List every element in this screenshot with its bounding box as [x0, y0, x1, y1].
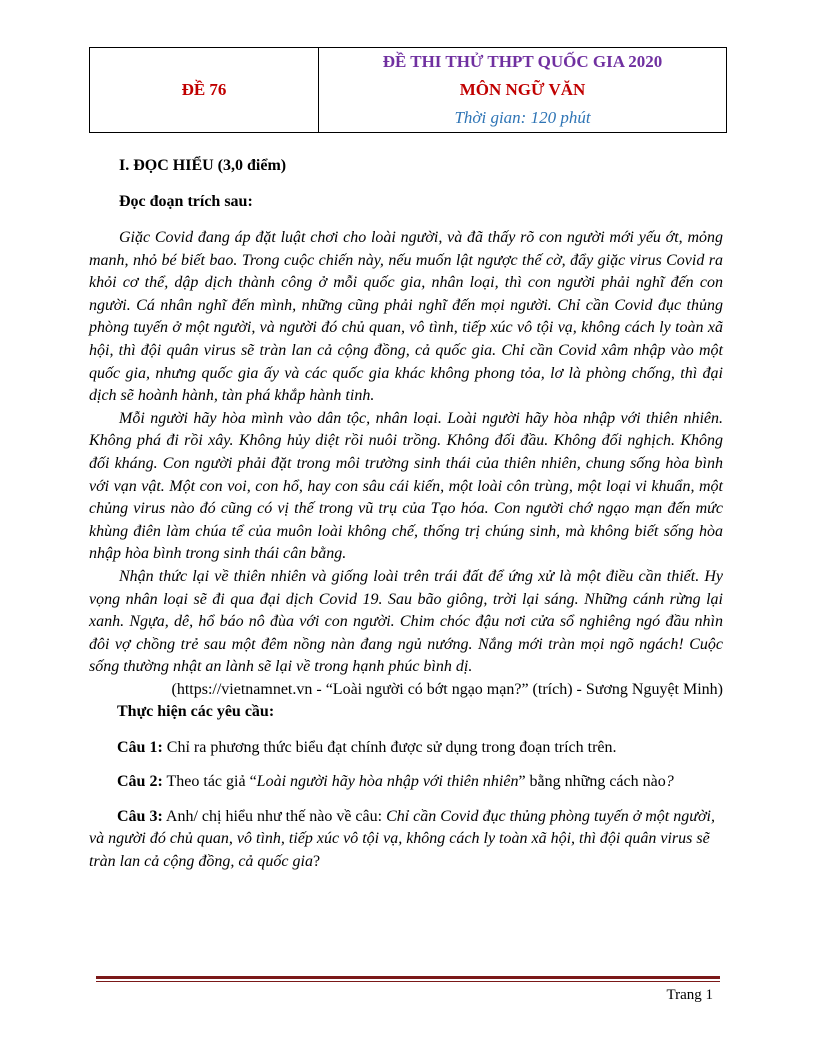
page-number: Trang 1: [666, 987, 713, 1003]
exam-code-cell: [90, 48, 319, 133]
question-2-text-end: ” bằng những cách nào: [518, 773, 666, 791]
document-body: [89, 155, 723, 885]
footer-divider-thin: [96, 981, 720, 982]
exam-info-cell: [319, 48, 727, 133]
exam-code: ĐỀ 76: [181, 80, 227, 99]
question-3-quote: Chỉ cần Covid đục thủng phòng tuyến ở một người, và người đó chủ quan, vô tình, tiếp xúc vô tội vạ, không cách ly toàn xã hội, thì đội quân virus sẽ tràn lan cả cộng đồng, cả quốc gia: [89, 807, 715, 870]
question-3-label: Câu 3:: [117, 807, 163, 825]
question-2-text: Theo tác giả “: [162, 773, 257, 791]
question-3-mark: ?: [312, 852, 321, 870]
question-3-text: Anh/ chị hiểu như thế nào về câu:: [162, 807, 387, 825]
footer-divider-thick: [96, 976, 720, 979]
passage-source: (https://vietnamnet.vn - “Loài người có bớt ngạo mạn?” (trích) - Sương Nguyệt Minh): [171, 680, 723, 698]
exam-duration: Thời gian: 120 phút: [454, 108, 591, 127]
section-heading: I. ĐỌC HIỂU (3,0 điểm): [119, 157, 287, 174]
passage-paragraph: Mỗi người hãy hòa mình vào dân tộc, nhân loại. Loài người hãy hòa nhập với thiên nhiên. Không phá đi rồi xây. Không hủy diệt rồi nuôi trồng. Không đối đầu. Không đối nghịch. Không đối kháng. Con người phải đặt trong môi trường sinh thái của thiên nhiên, chung sống hòa bình với vạn vật. Một con voi, con hổ, hay con sâu cái kiến, một loài côn trùng, một loại vi khuẩn, một chủng virus nào đó cũng có vị thế trong vũ trụ của Tạo hóa. Con người chớ ngạo mạn đến mức khùng điên làm chúa tể của muôn loài không chế, thống trị chúng sinh, mà không biết sống hòa nhập hòa bình trong sinh thái cân bằng.: [89, 409, 723, 563]
question-1-text: Chỉ ra phương thức biểu đạt chính được sử dụng trong đoạn trích trên.: [162, 738, 617, 756]
question-2-quote: Loài người hãy hòa nhập với thiên nhiên: [256, 773, 519, 791]
exam-subject: MÔN NGỮ VĂN: [459, 80, 586, 99]
question-2-mark: ?: [665, 773, 674, 791]
question-1-label: Câu 1:: [117, 738, 163, 756]
section-instruction: Đọc đoạn trích sau:: [119, 193, 253, 210]
question-2-label: Câu 2:: [117, 773, 163, 791]
passage-paragraph: Nhận thức lại về thiên nhiên và giống loài trên trái đất để ứng xử là một điều cần thiết. Hy vọng nhân loại sẽ đi qua đại dịch Covid 19. Sau bão giông, trời lại sáng. Những cánh rừng lại xanh. Ngựa, dê, hổ báo nô đùa với con người. Chim chóc đậu nơi cửa sổ nghiêng ngó đầu nhìn đôi vợ chồng trẻ sau một đêm nồng nàn đang ngủ nướng. Nắng mới tràn mọi ngõ ngách! Cuộc sống thường nhật an lành sẽ lại về trong hạnh phúc bình dị.: [89, 567, 723, 676]
question-2: [89, 771, 723, 794]
exam-header-table: [89, 47, 727, 133]
requirements-title: Thực hiện các yêu cầu:: [117, 702, 275, 720]
question-3: [89, 806, 723, 874]
passage-paragraph: Giặc Covid đang áp đặt luật chơi cho loài người, và đã thấy rõ con người mới yếu ớt, mỏng manh, nhỏ bé biết bao. Trong cuộc chiến này, nếu muốn lật ngược thế cờ, đẩy giặc virus Covid ra khỏi cơ thể, dập dịch thành công ở mỗi quốc gia, nhân loại, thì con người phải nghĩ đến con người. Cá nhân nghĩ đến mình, những cũng phải nghĩ đến mọi người. Chỉ cần Covid đục thủng phòng tuyến ở một người, và người đó chủ quan, vô tình, tiếp xúc vô tội vạ, không cách ly toàn xã hội, thì đội quân virus sẽ tràn lan cả cộng đồng, cả quốc gia. Chỉ cần Covid xâm nhập vào một quốc gia, nhưng quốc gia ấy và các quốc gia khác không phong tỏa, lơ là phòng chống, thì đại dịch sẽ hoành hành, tàn phá khắp hành tinh.: [89, 229, 723, 405]
exam-title: ĐỀ THI THỬ THPT QUỐC GIA 2020: [382, 52, 663, 71]
question-1: [89, 737, 723, 760]
